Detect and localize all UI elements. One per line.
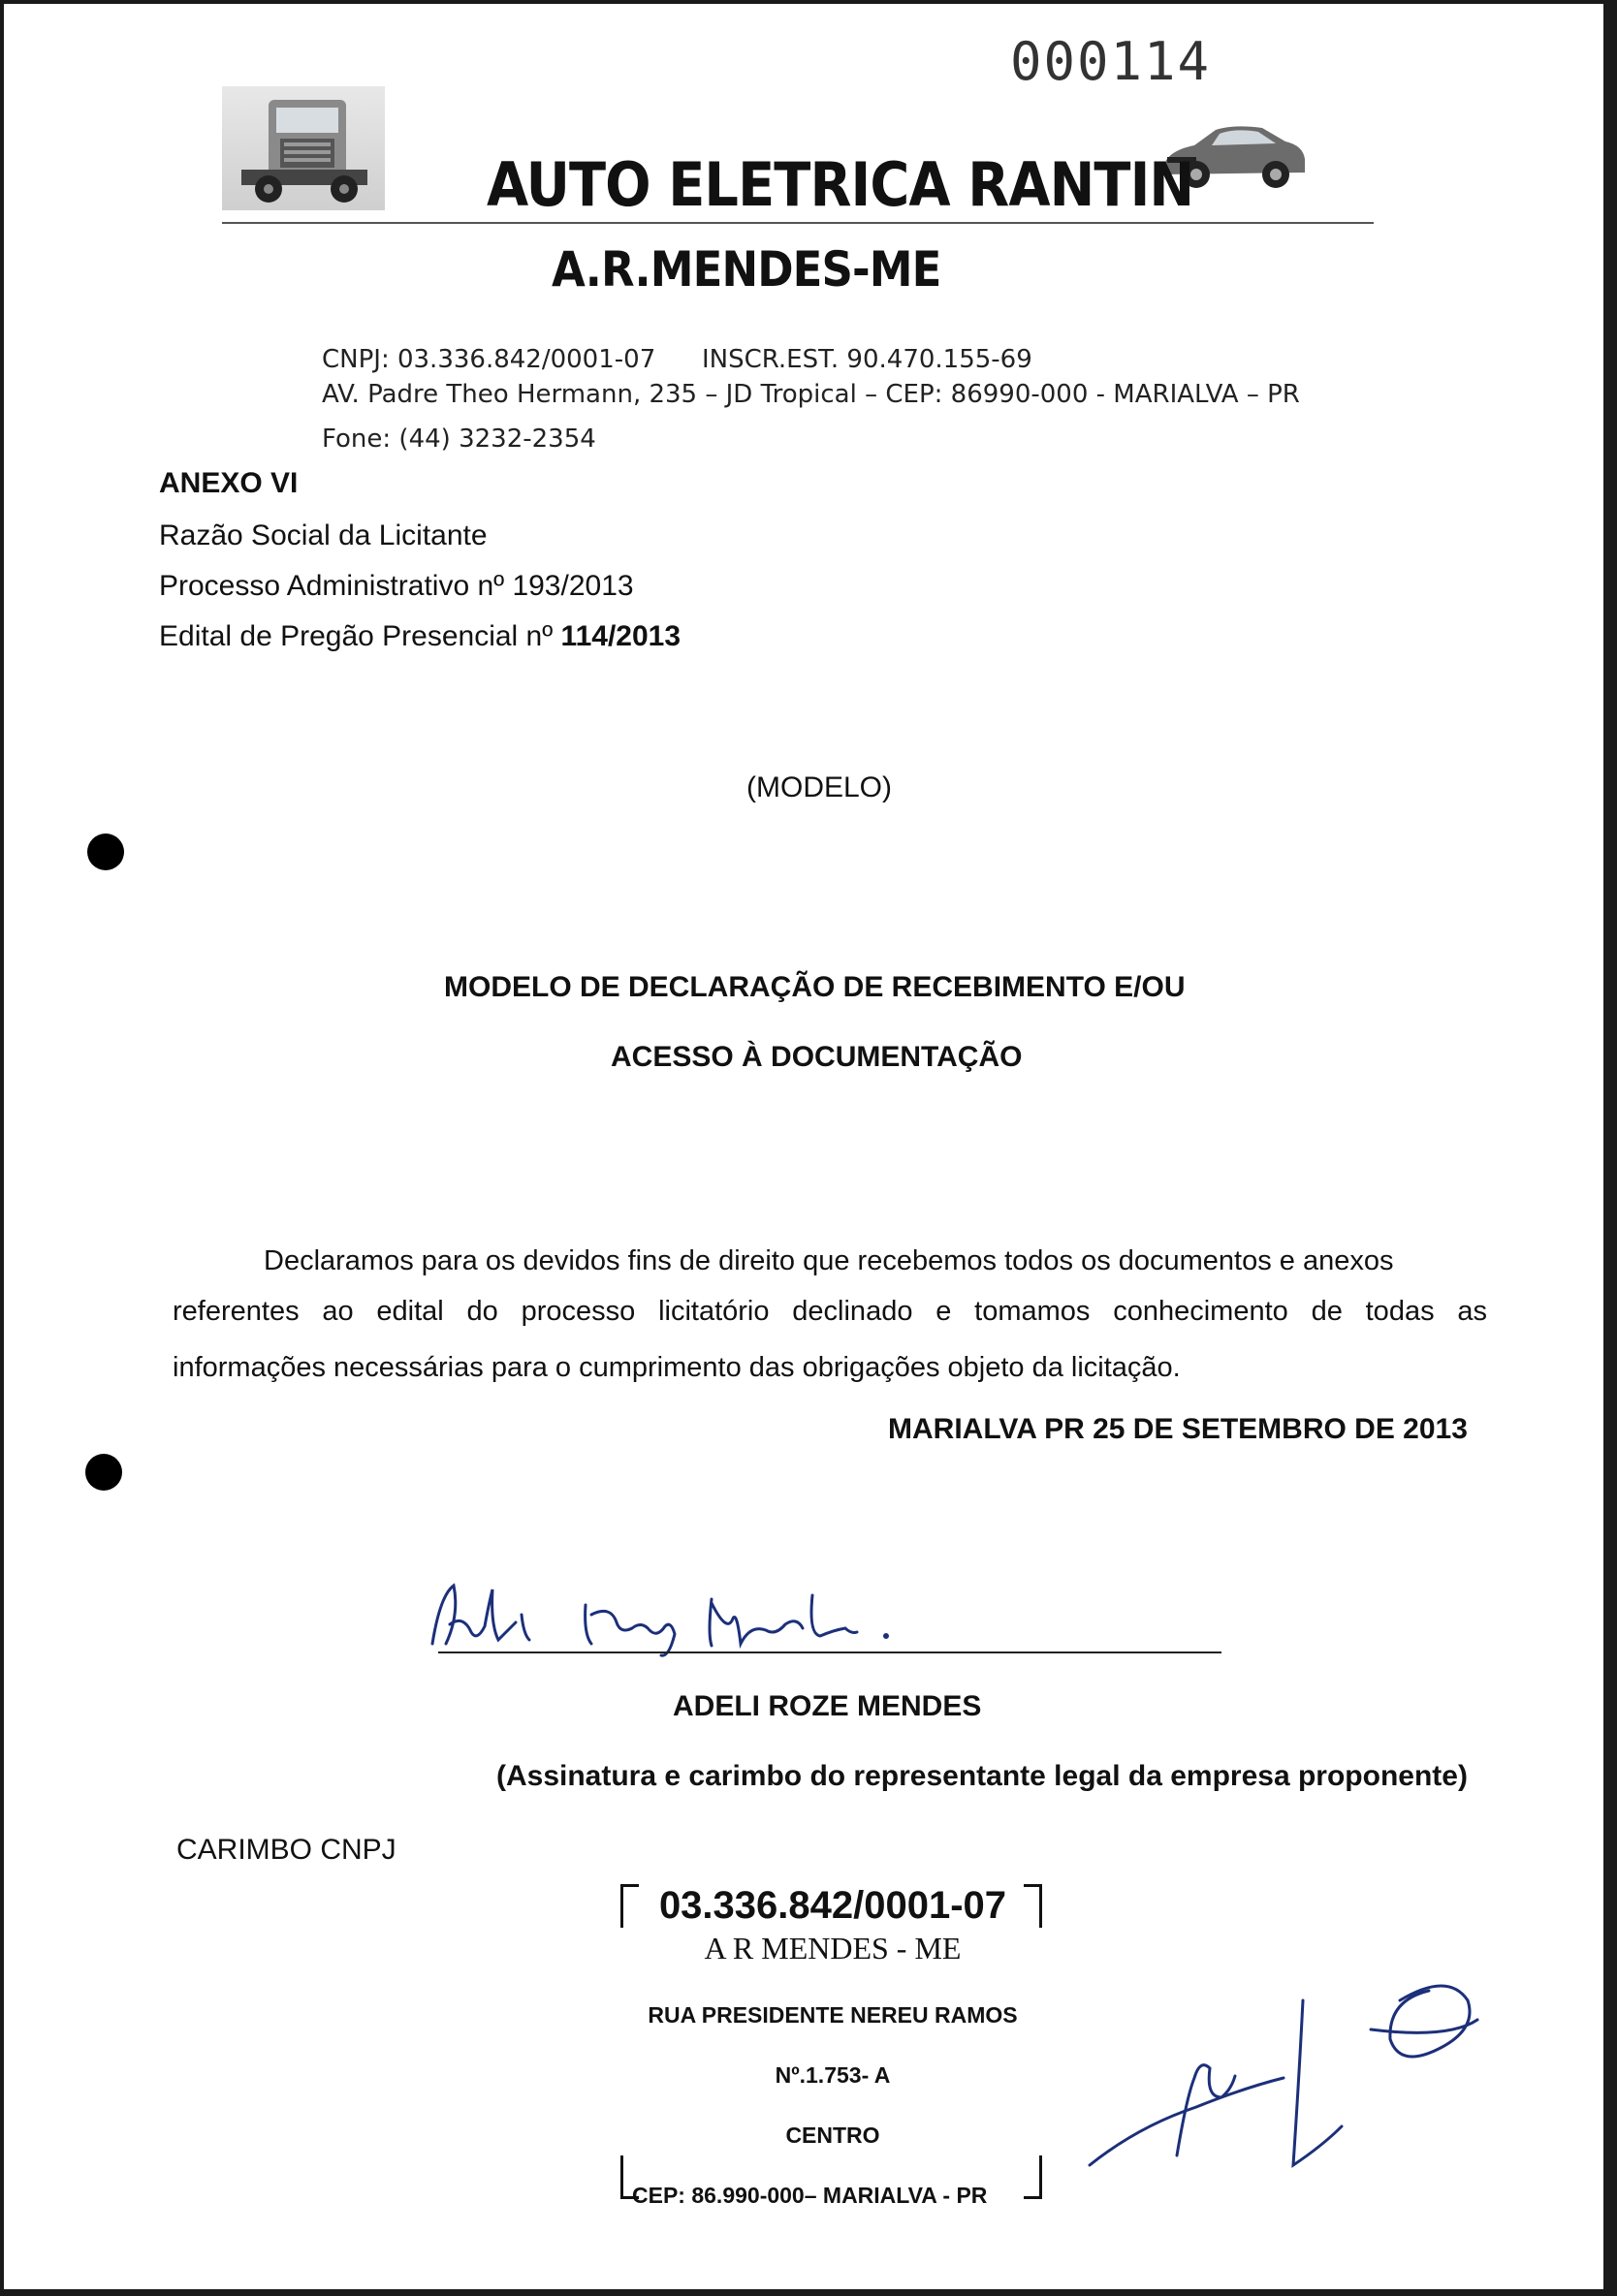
stamp-number: Nº.1.753- A: [775, 2062, 891, 2088]
edital-prefix: Edital de Pregão Presencial nº: [159, 620, 561, 652]
razao-social: Razão Social da Licitante: [159, 519, 488, 551]
declaration-title-line2: ACESSO À DOCUMENTAÇÃO: [611, 1041, 1023, 1073]
company-name: AUTO ELETRICA RANTIN: [487, 149, 1194, 220]
punch-hole-bottom: [85, 1454, 122, 1491]
truck-logo-icon: [222, 86, 385, 210]
stamp-district: CENTRO: [785, 2123, 880, 2148]
declaration-title-line1: MODELO DE DECLARAÇÃO DE RECEBIMENTO E/OU: [444, 971, 1186, 1003]
document-page: [4, 4, 1603, 2289]
stamp-bracket-bottom-right: [1024, 2155, 1042, 2199]
declaration-line-3: informações necessárias para o cumprimento das obrigações objeto da licitação.: [173, 1352, 1181, 1383]
stamp-street: RUA PRESIDENTE NEREU RAMOS: [648, 2002, 1018, 2028]
edital-line: [159, 620, 681, 653]
punch-hole-top: [87, 833, 124, 870]
stamp-cnpj: 03.336.842/0001-07: [658, 1884, 1007, 1927]
annex-title: ANEXO VI: [159, 467, 299, 499]
phone-line: Fone: (44) 3232-2354: [322, 425, 596, 454]
signature-line: [438, 1651, 1221, 1653]
signer-name: ADELI ROZE MENDES: [673, 1690, 982, 1722]
cnpj-line: CNPJ: 03.336.842/0001-07: [322, 345, 656, 374]
serial-number: 000114: [1010, 31, 1212, 92]
signature-caption: (Assinatura e carimbo do representante legal da empresa proponente): [496, 1760, 1468, 1792]
stamp-cep: CEP: 86.990-000– MARIALVA - PR: [632, 2183, 988, 2208]
subcompany-name: A.R.MENDES-ME: [552, 241, 941, 298]
declaration-date: MARIALVA PR 25 DE SETEMBRO DE 2013: [888, 1413, 1468, 1445]
declaration-line-2: referentes ao edital do processo licitatório declinado e tomamos conhecimento de todas as: [173, 1296, 1487, 1327]
stamp-bracket-top-left: [620, 1884, 639, 1928]
declaration-line-1: Declaramos para os devidos fins de direito que recebemos todos os documentos e anexos: [264, 1245, 1394, 1276]
stamp-label: CARIMBO CNPJ: [176, 1834, 396, 1866]
inscr-line: INSCR.EST. 90.470.155-69: [702, 345, 1032, 374]
header-divider: [222, 222, 1374, 224]
address-line: AV. Padre Theo Hermann, 235 – JD Tropical – CEP: 86990-000 - MARIALVA – PR: [322, 380, 1300, 409]
stamp-company: A R MENDES - ME: [704, 1931, 962, 1966]
stamp-bracket-top-right: [1024, 1884, 1042, 1928]
modelo-label: (MODELO): [746, 771, 892, 803]
processo-administrativo: Processo Administrativo nº 193/2013: [159, 570, 634, 602]
edital-number: 114/2013: [560, 620, 682, 652]
initials-rubric: [1080, 1962, 1487, 2199]
